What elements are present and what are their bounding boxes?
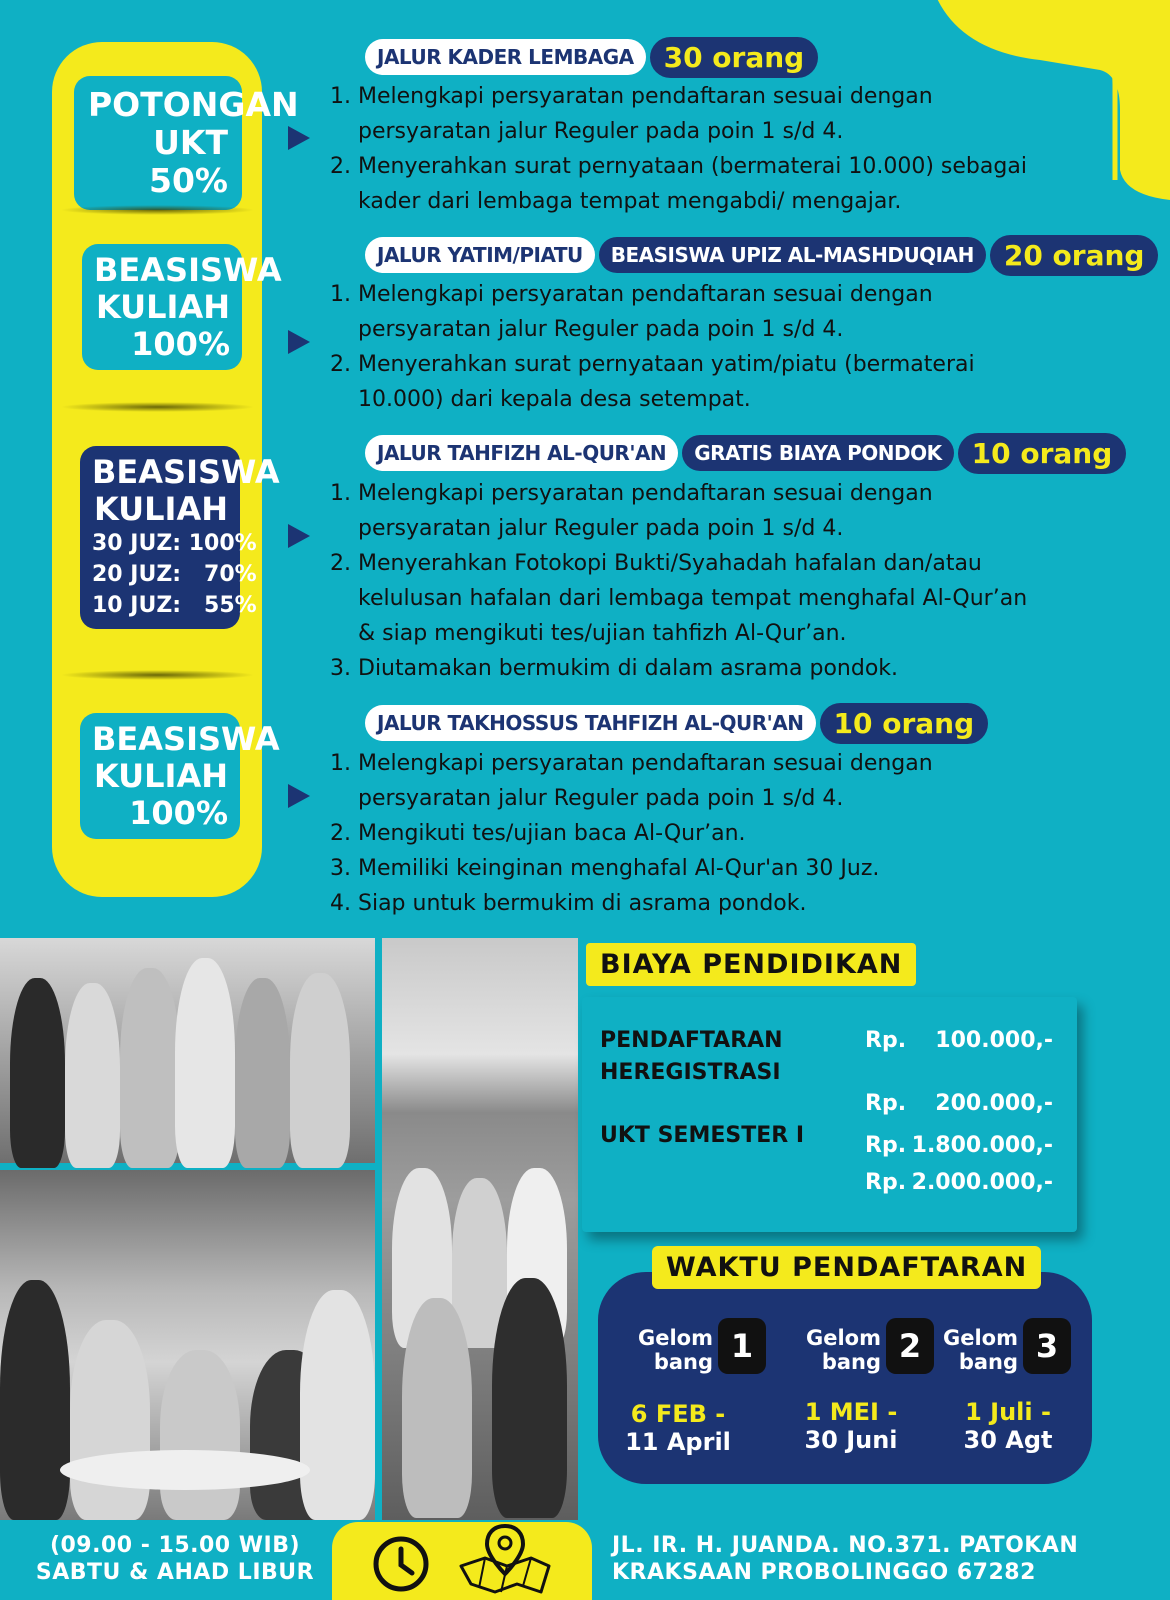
item-text: Menyerahkan surat pernyataan (bermaterai 10.000) sebagai kader dari lembaga tempat mengabdi/ mengajar. — [358, 154, 1027, 214]
biaya-value-row — [865, 1133, 1053, 1158]
item-number: 3. — [330, 656, 351, 681]
jalur-requirements-takhossus — [330, 746, 1050, 921]
jalur-requirements-kader — [330, 79, 1050, 219]
date-start: 1 MEI - — [804, 1398, 898, 1426]
address-line: KRAKSAAN PROBOLINGGO 67282 — [612, 1560, 1036, 1585]
list-item — [330, 476, 1050, 546]
date-end: 30 Juni — [804, 1426, 898, 1454]
biaya-label-heregistrasi: HEREGISTRASI — [600, 1060, 781, 1085]
footer-address — [612, 1532, 1112, 1586]
label-line: 100% — [131, 324, 230, 363]
label-beasiswa-yatim — [82, 244, 282, 370]
gelombang-label — [625, 1326, 713, 1374]
jalur-header-kader — [365, 34, 818, 80]
list-item — [330, 851, 1050, 886]
item-text: Menyerahkan Fotokopi Bukti/Syahadah hafalan dan/atau kelulusan hafalan dari lembaga tempat menghafal Al-Qur’an & siap mengikuti tes/ujian tahfizh Al-Qur’an. — [358, 551, 1028, 646]
label-line: UKT 50% — [149, 122, 228, 200]
list-item — [330, 546, 1050, 651]
amount: 1.800.000,- — [911, 1133, 1053, 1158]
jalur-name: JALUR TAKHOSSUS TAHFIZH AL-QUR'AN — [365, 705, 816, 741]
label-line: BEASISWA — [92, 453, 280, 491]
jalur-quota: 20 orang — [990, 235, 1159, 276]
date-start: 6 FEB - — [630, 1400, 726, 1428]
arrow-icon — [288, 330, 310, 354]
jalur-name: JALUR TAHFIZH AL-QUR'AN — [365, 435, 678, 471]
amount: 2.000.000,- — [911, 1170, 1053, 1195]
amount: 100.000,- — [935, 1028, 1053, 1053]
item-number: 1. — [330, 282, 351, 307]
jalur-quota: 30 orang — [650, 37, 819, 78]
item-number: 2. — [330, 154, 351, 179]
item-text: Memiliki keinginan menghafal Al-Qur'an 30 Juz. — [358, 856, 880, 881]
item-text: Diutamakan bermukim di dalam asrama pondok. — [358, 656, 899, 681]
arrow-icon — [288, 784, 310, 808]
list-item — [330, 79, 1050, 149]
separator — [60, 670, 255, 680]
date-end: 11 April — [625, 1428, 731, 1456]
jalur-header-tahfizh — [365, 430, 1126, 476]
footer-hours — [30, 1532, 320, 1586]
jalur-requirements-yatim — [330, 277, 1050, 417]
label-line: KULIAH — [95, 287, 230, 326]
photo-students-studying — [0, 1170, 375, 1520]
list-item — [330, 651, 1050, 686]
clock-icon — [370, 1533, 432, 1595]
gel-line: Gelom — [943, 1326, 1018, 1350]
arrow-icon — [288, 524, 310, 548]
item-text: Melengkapi persyaratan pendaftaran sesuai dengan persyaratan jalur Reguler pada poin 1 s/d 4. — [358, 84, 933, 144]
item-number: 4. — [330, 891, 351, 916]
label-line: BEASISWA — [92, 720, 280, 758]
biaya-value-row — [865, 1091, 1053, 1116]
gelombang-dates — [781, 1398, 921, 1454]
biaya-value-row — [865, 1028, 1053, 1053]
jalur-name: JALUR YATIM/PIATU — [365, 237, 595, 273]
jalur-extra: GRATIS BIAYA PONDOK — [682, 435, 953, 471]
currency: Rp. — [865, 1170, 907, 1195]
item-number: 3. — [330, 856, 351, 881]
list-item — [330, 816, 1050, 851]
date-start: 1 Juli - — [965, 1398, 1051, 1426]
juz-row: 10 JUZ: 55% — [92, 592, 257, 618]
juz-row: 30 JUZ: 100% — [92, 530, 257, 556]
amount: 200.000,- — [935, 1091, 1053, 1116]
label-potongan-ukt — [74, 76, 299, 210]
juz-row: 20 JUZ: 70% — [92, 561, 257, 587]
label-line: 100% — [129, 793, 228, 832]
jalur-header-takhossus — [365, 700, 988, 746]
label-line: KULIAH — [93, 489, 228, 528]
item-text: Melengkapi persyaratan pendaftaran sesuai dengan persyaratan jalur Reguler pada poin 1 s/d 4. — [358, 751, 933, 811]
gel-line: bang — [653, 1350, 713, 1374]
currency: Rp. — [865, 1091, 907, 1116]
item-number: 1. — [330, 751, 351, 776]
gelombang-number: 3 — [1023, 1318, 1071, 1374]
gelombang-number: 2 — [886, 1318, 934, 1374]
gelombang-dates — [608, 1400, 748, 1456]
jalur-extra: BEASISWA UPIZ AL-MASHDUQIAH — [599, 237, 986, 273]
address-line: JL. IR. H. JUANDA. NO.371. PATOKAN — [612, 1533, 1079, 1558]
currency: Rp. — [865, 1133, 907, 1158]
item-text: Melengkapi persyaratan pendaftaran sesuai dengan persyaratan jalur Reguler pada poin 1 s/d 4. — [358, 481, 933, 541]
item-number: 2. — [330, 821, 351, 846]
list-item — [330, 277, 1050, 347]
hours-text: (09.00 - 15.00 WIB) — [49, 1533, 301, 1558]
separator — [60, 402, 255, 412]
jalur-requirements-tahfizh — [330, 476, 1050, 686]
gel-line: Gelom — [806, 1326, 881, 1350]
biaya-title: BIAYA PENDIDIKAN — [586, 943, 916, 986]
item-text: Mengikuti tes/ujian baca Al-Qur’an. — [358, 821, 746, 846]
date-end: 30 Agt — [963, 1426, 1053, 1454]
closed-text: SABTU & AHAD LIBUR — [35, 1560, 315, 1585]
currency: Rp. — [865, 1028, 907, 1053]
item-text: Menyerahkan surat pernyataan yatim/piatu (bermaterai 10.000) dari kepala desa setempat. — [358, 352, 975, 412]
item-number: 2. — [330, 551, 351, 576]
list-item — [330, 886, 1050, 921]
label-line: BEASISWA — [94, 251, 282, 289]
list-item — [330, 746, 1050, 816]
photo-students-standing — [0, 938, 375, 1163]
gelombang-dates — [938, 1398, 1078, 1454]
gelombang-label — [793, 1326, 881, 1374]
item-text: Melengkapi persyaratan pendaftaran sesuai dengan persyaratan jalur Reguler pada poin 1 s/d 4. — [358, 282, 933, 342]
jalur-header-yatim — [365, 232, 1158, 278]
jalur-name: JALUR KADER LEMBAGA — [365, 39, 646, 75]
label-line: POTONGAN — [88, 85, 299, 124]
gel-line: bang — [958, 1350, 1018, 1374]
waktu-title: WAKTU PENDAFTARAN — [652, 1246, 1041, 1289]
item-number: 2. — [330, 352, 351, 377]
biaya-label-pendaftaran: PENDAFTARAN — [600, 1028, 783, 1053]
gel-line: bang — [821, 1350, 881, 1374]
item-number: 1. — [330, 481, 351, 506]
jalur-quota: 10 orang — [820, 703, 989, 744]
arrow-icon — [288, 126, 310, 150]
list-item — [330, 149, 1050, 219]
label-line: KULIAH — [93, 756, 228, 795]
biaya-value-row — [865, 1170, 1053, 1195]
map-pin-icon — [455, 1522, 555, 1596]
gelombang-label — [930, 1326, 1018, 1374]
list-item — [330, 347, 1050, 417]
item-number: 1. — [330, 84, 351, 109]
gelombang-number: 1 — [718, 1318, 766, 1374]
item-text: Siap untuk bermukim di asrama pondok. — [358, 891, 807, 916]
biaya-label-ukt: UKT SEMESTER I — [600, 1123, 805, 1148]
jalur-quota: 10 orang — [958, 433, 1127, 474]
label-beasiswa-tahfizh — [80, 446, 280, 629]
gel-line: Gelom — [638, 1326, 713, 1350]
label-beasiswa-takhossus — [80, 713, 280, 839]
separator — [60, 205, 255, 215]
photo-collage — [0, 938, 578, 1520]
photo-students-sitting — [382, 938, 578, 1520]
